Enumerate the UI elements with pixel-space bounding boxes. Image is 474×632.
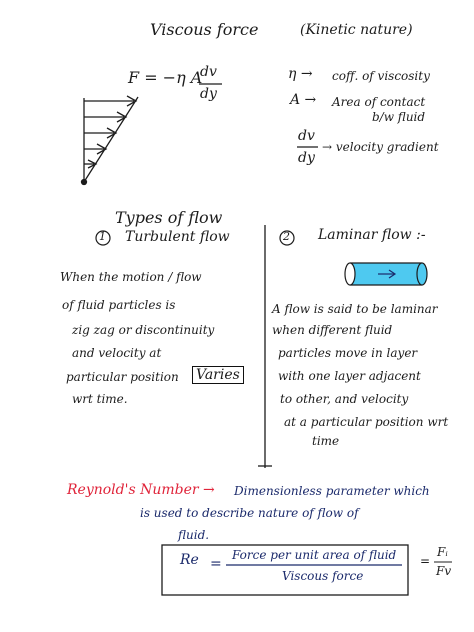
laminar-line-1: A flow is said to be laminar [272, 302, 438, 316]
def-eta-text: coff. of viscosity [332, 69, 430, 83]
reynolds-equals: = [210, 556, 222, 572]
laminar-line-5: to other, and velocity [280, 392, 409, 406]
turbulent-line-3: zig zag or discontinuity [72, 323, 215, 337]
laminar-line-4: with one layer adjacent [278, 369, 421, 383]
def-gradient-text: → velocity gradient [322, 140, 439, 154]
reynolds-denominator: Viscous force [282, 569, 364, 583]
ratio-numerator: Fᵢ [437, 545, 448, 559]
reynolds-numerator: Force per unit area of fluid [232, 548, 397, 562]
ratio-equals: = [420, 554, 431, 568]
laminar-line-7: time [312, 434, 340, 448]
turbulent-line-6: wrt time. [72, 392, 128, 406]
turbulent-line-1: When the motion / flow [60, 270, 202, 284]
laminar-line-2: when different fluid [272, 323, 393, 337]
laminar-line-3: particles move in layer [278, 346, 418, 360]
laminar-title: Laminar flow :- [318, 227, 426, 243]
def-area-symbol: A → [290, 92, 317, 108]
page-title: Viscous force [150, 20, 259, 39]
def-area-text: Area of contact [332, 95, 426, 109]
reynolds-label: Reynold's Number → [67, 482, 215, 498]
types-heading: Types of flow [115, 208, 223, 227]
viscous-force-formula: F = −η A [128, 68, 203, 87]
varies-boxed-word: Varies [192, 366, 244, 384]
turbulent-line-5: particular position [66, 370, 179, 384]
turbulent-title: Turbulent flow [125, 229, 230, 245]
formula-numerator: dv [200, 64, 217, 80]
def-gradient-num: dv [298, 128, 315, 144]
reynolds-symbol: Re [180, 552, 199, 568]
formula-denominator: dy [200, 86, 217, 102]
laminar-number: 2 [283, 230, 290, 243]
laminar-pipe-diagram [345, 263, 427, 285]
reynolds-def-line-2: is used to describe nature of flow of [140, 506, 359, 520]
turbulent-number: 1 [99, 230, 106, 243]
laminar-line-6: at a particular position wrt [284, 415, 449, 429]
page-subtitle: (Kinetic nature) [300, 22, 413, 38]
ratio-denominator: Fv [436, 564, 452, 578]
reynolds-def-line-3: fluid. [178, 528, 210, 542]
velocity-profile-diagram [82, 96, 139, 185]
turbulent-line-2: of fluid particles is [62, 298, 176, 312]
def-gradient-den: dy [298, 150, 315, 166]
reynolds-def-line-1: Dimensionless parameter which [234, 484, 430, 498]
turbulent-line-4: and velocity at [72, 346, 162, 360]
def-eta-symbol: η → [288, 66, 313, 82]
def-area-text-2: b/w fluid [372, 110, 426, 124]
